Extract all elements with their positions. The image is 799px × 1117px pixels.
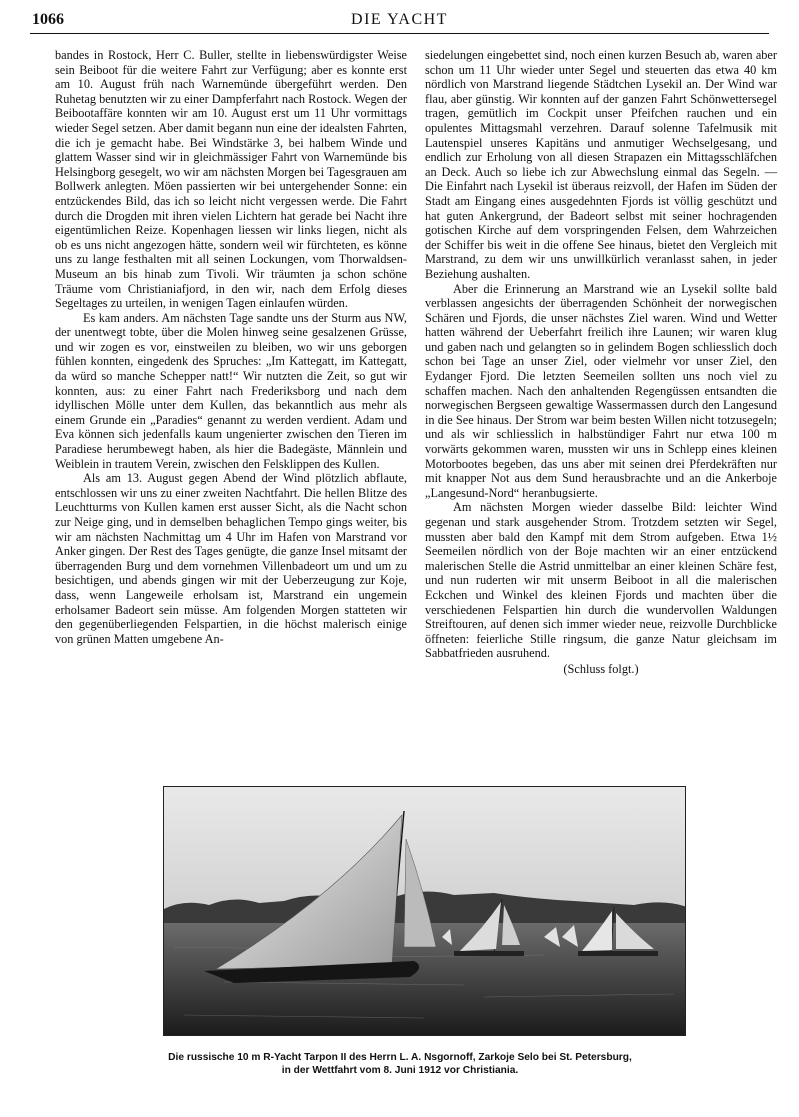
continued-note: (Schluss folgt.)	[563, 661, 639, 676]
paragraph: Am nächsten Morgen wieder dasselbe Bild: leichter Wind gegenan und stark ausgehender Strom. Trotzdem setzten wir Segel, mussten aber bald den Kampf mit dem Strom aufgeben. Etwa 1½ Seemeilen nördlich von der Boje machten wir an einer entzückend malerischen Stelle die Astrid unmittelbar an einer kleinen Schäre fest, und nun ruderten wir mit unserm Beiboot in all die malerischen Eckchen und Winkel des kleinen Fjords und machten über die verschiedenen Felspartien hin durch die wundervollen Waldungen Streiftouren, auf denen sich immer wieder neue, reizvolle Durchblicke öffneten: feierliche Stille ringsum, die ganze Natur gleichsam im Sabbatfrieden ausruhend.	[425, 500, 777, 661]
yacht-photograph	[163, 786, 686, 1036]
header-rule	[30, 33, 769, 34]
photo-caption	[100, 1051, 700, 1077]
left-text-column	[55, 48, 407, 646]
page-number: 1066	[32, 11, 64, 28]
paragraph: Es kam anders. Am nächsten Tage sandte uns der Sturm aus NW, der unentwegt tobte, über die Molen hinweg seine gesalzenen Grüsse, und wir zogen es vor, einstweilen zu bleiben, wo wir uns geborgen fühlen konnten, eingedenk des Spruches: „Im Kattegatt, im Kattegatt, da würd so manche Schepper natt!“ Wir nutzten die Zeit, so gut wir konnten, aus: zu einer Fahrt nach Frederiksborg und nach dem idyllischen Mölle unter dem Kullen, das bekanntlich aus mehr als einem Grunde ein „Paradies“ genannt zu werden verdient. Adam und Eva können sich jedenfalls kaum ungenierter zwischen den Tieren im Paradiese herumbewegt haben, als hier die Badegäste, Männlein und Weiblein in trautem Verein, zwischen den Felsklippen des Kullen.	[55, 310, 407, 471]
paragraph: siedelungen eingebettet sind, noch einen kurzen Besuch ab, waren aber schon um 11 Uhr wieder unter Segel und steuerten das etwa 40 km nördlich von Marstrand liegende Städtchen Lysekil an. Der Wind war flau, aber günstig. Wir konnten auf der ganzen Fahrt Schönwettersegel tragen, gemütlich im Cockpit unser Pfeifchen rauchen und ein opulentes Mittagsmahl verzehren. Darauf solenne Tafelmusik mit Lautenspiel unseres Kapitäns und anmutiger Wechselgesang, und endlich zur Erholung von all diesen Strapazen ein Mittagsschläfchen an Deck. Auch so liebe ich zur Abwechslung einmal das Segeln. — Die Einfahrt nach Lysekil ist überaus reizvoll, der Hafen im Süden der Stadt am Eingang eines ausgedehnten Fjords ist völlig geschützt und hat guten Ankergrund, der Badeort selbst mit seiner hochragenden gotischen Kirche auf dem vorspringenden Felsen, dem Wahrzeichen der Schiffer bis weit in die offene See hinaus, bietet den Vergleich mit Marstrand, zu dem wir uns unwillkürlich veranlasst sahen, in jeder Beziehung aushalten.	[425, 48, 777, 281]
paragraph: bandes in Rostock, Herr C. Buller, stellte in liebenswürdigster Weise sein Beiboot für die weitere Fahrt zur Verfügung; aber es konnte erst am 10. August früh nach Warnemünde übergeführt werden. Den Ruhetag benutzten wir zu einer Dampferfahrt nach Rostock. Wegen der Beibootaffäre konnten wir am 10. August erst um 11 Uhr vormittags wieder Segel setzen. Aber damit begann nun eine der idealsten Fahrten, die ich je gemacht habe. Bei Windstärke 3, bei halbem Winde und glattem Wasser sind wir in gleichmässiger Fahrt von Warnemünde bis Helsingborg gesegelt, wo wir am nächsten Morgen bei Tagesgrauen am Bollwerk anlegten. Möen passierten wir bei untergehender Sonne: ein entzückendes Bild, das ich so leicht nicht vergessen werde. Die Fahrt durch die Drogden mit ihren vielen Lichtern hat gerade bei Nacht ihre eigentümlichen Reize. Kopenhagen liessen wir links liegen, nicht als ob es uns nicht angezogen hätte, sondern weil wir fürchteten, es könne uns zu lange festhalten mit all seinen Lockungen, vom Thorwaldsen-Museum an bis hinab zum Tivoli. Wir träumten ja schon schöne Träume vom Christianiafjord, in den wir, nach dem Erfolg dieses Segeltages zu urteilen, in wenigen Tagen einlaufen würden.	[55, 48, 407, 311]
paragraph: Als am 13. August gegen Abend der Wind plötzlich abflaute, entschlossen wir uns zu einer zweiten Nachtfahrt. Die hellen Blitze des Leuchtturms von Kullen kamen erst ausser Sicht, als die Nacht schon zur Neige ging, und in demselben behaglichen Tempo gings weiter, bis wir am nächsten Nachmittag um 4 Uhr im Hafen von Marstrand vor Anker gingen. Der Rest des Tages genügte, die ganze Insel mitsamt der überragenden Burg und dem vornehmen Villenbadeort um und um zu besichtigen, und abends gingen wir mit der Ueberzeugung zur Koje, dass, wenn Langeweile erholsam ist, Marstrand ein ungemein erholsamer Badeort sein müsse. Am folgenden Morgen statteten wir den gegenüberliegenden Felspartien, in die höchst malerisch einige von grünen Matten umgebene An-	[55, 471, 407, 646]
paragraph: Aber die Erinnerung an Marstrand wie an Lysekil sollte bald verblassen angesichts der überragenden Schönheit der norwegischen Schären und Fjords, die unser nächstes Ziel waren. Wind und Wetter hatten während der Ueberfahrt freilich ihre Launen; wir waren klug und gaben nach und gelangten so in gelindem Bogen schliesslich doch schon bei Tage an unser Ziel, oder vielmehr vor unser Ziel, den Eydanger Fjord. Die letzten Seemeilen sollten uns noch viel zu schaffen machen. Nach den anhaltenden Regengüssen entsandten die norwegischen Bergseen gewaltige Wassermassen durch den Langesund in die See hinaus. Der Strom war beim besten Willen nicht totzusegeln; und als wir schliesslich in halbstündiger Fahrt nur etwa 100 m vorwärts gekommen waren, mussten wir uns in Schlepp eines kleinen Motorbootes begeben, das uns aber mit seinen drei Pferdekräften nur mit knapper Not aus dem Sund herausbrachte und an die Ankerboje „Langesund-Nord“ heranbugsierte.	[425, 281, 777, 500]
caption-line: in der Wettfahrt vom 8. Juni 1912 vor Christiania.	[281, 1065, 519, 1076]
right-text-column	[425, 48, 777, 677]
running-title: DIE YACHT	[351, 11, 448, 28]
caption-line: Die russische 10 m R-Yacht Tarpon II des Herrn L. A. Nsgornoff, Zarkoje Selo bei St. Petersburg,	[168, 1052, 632, 1063]
